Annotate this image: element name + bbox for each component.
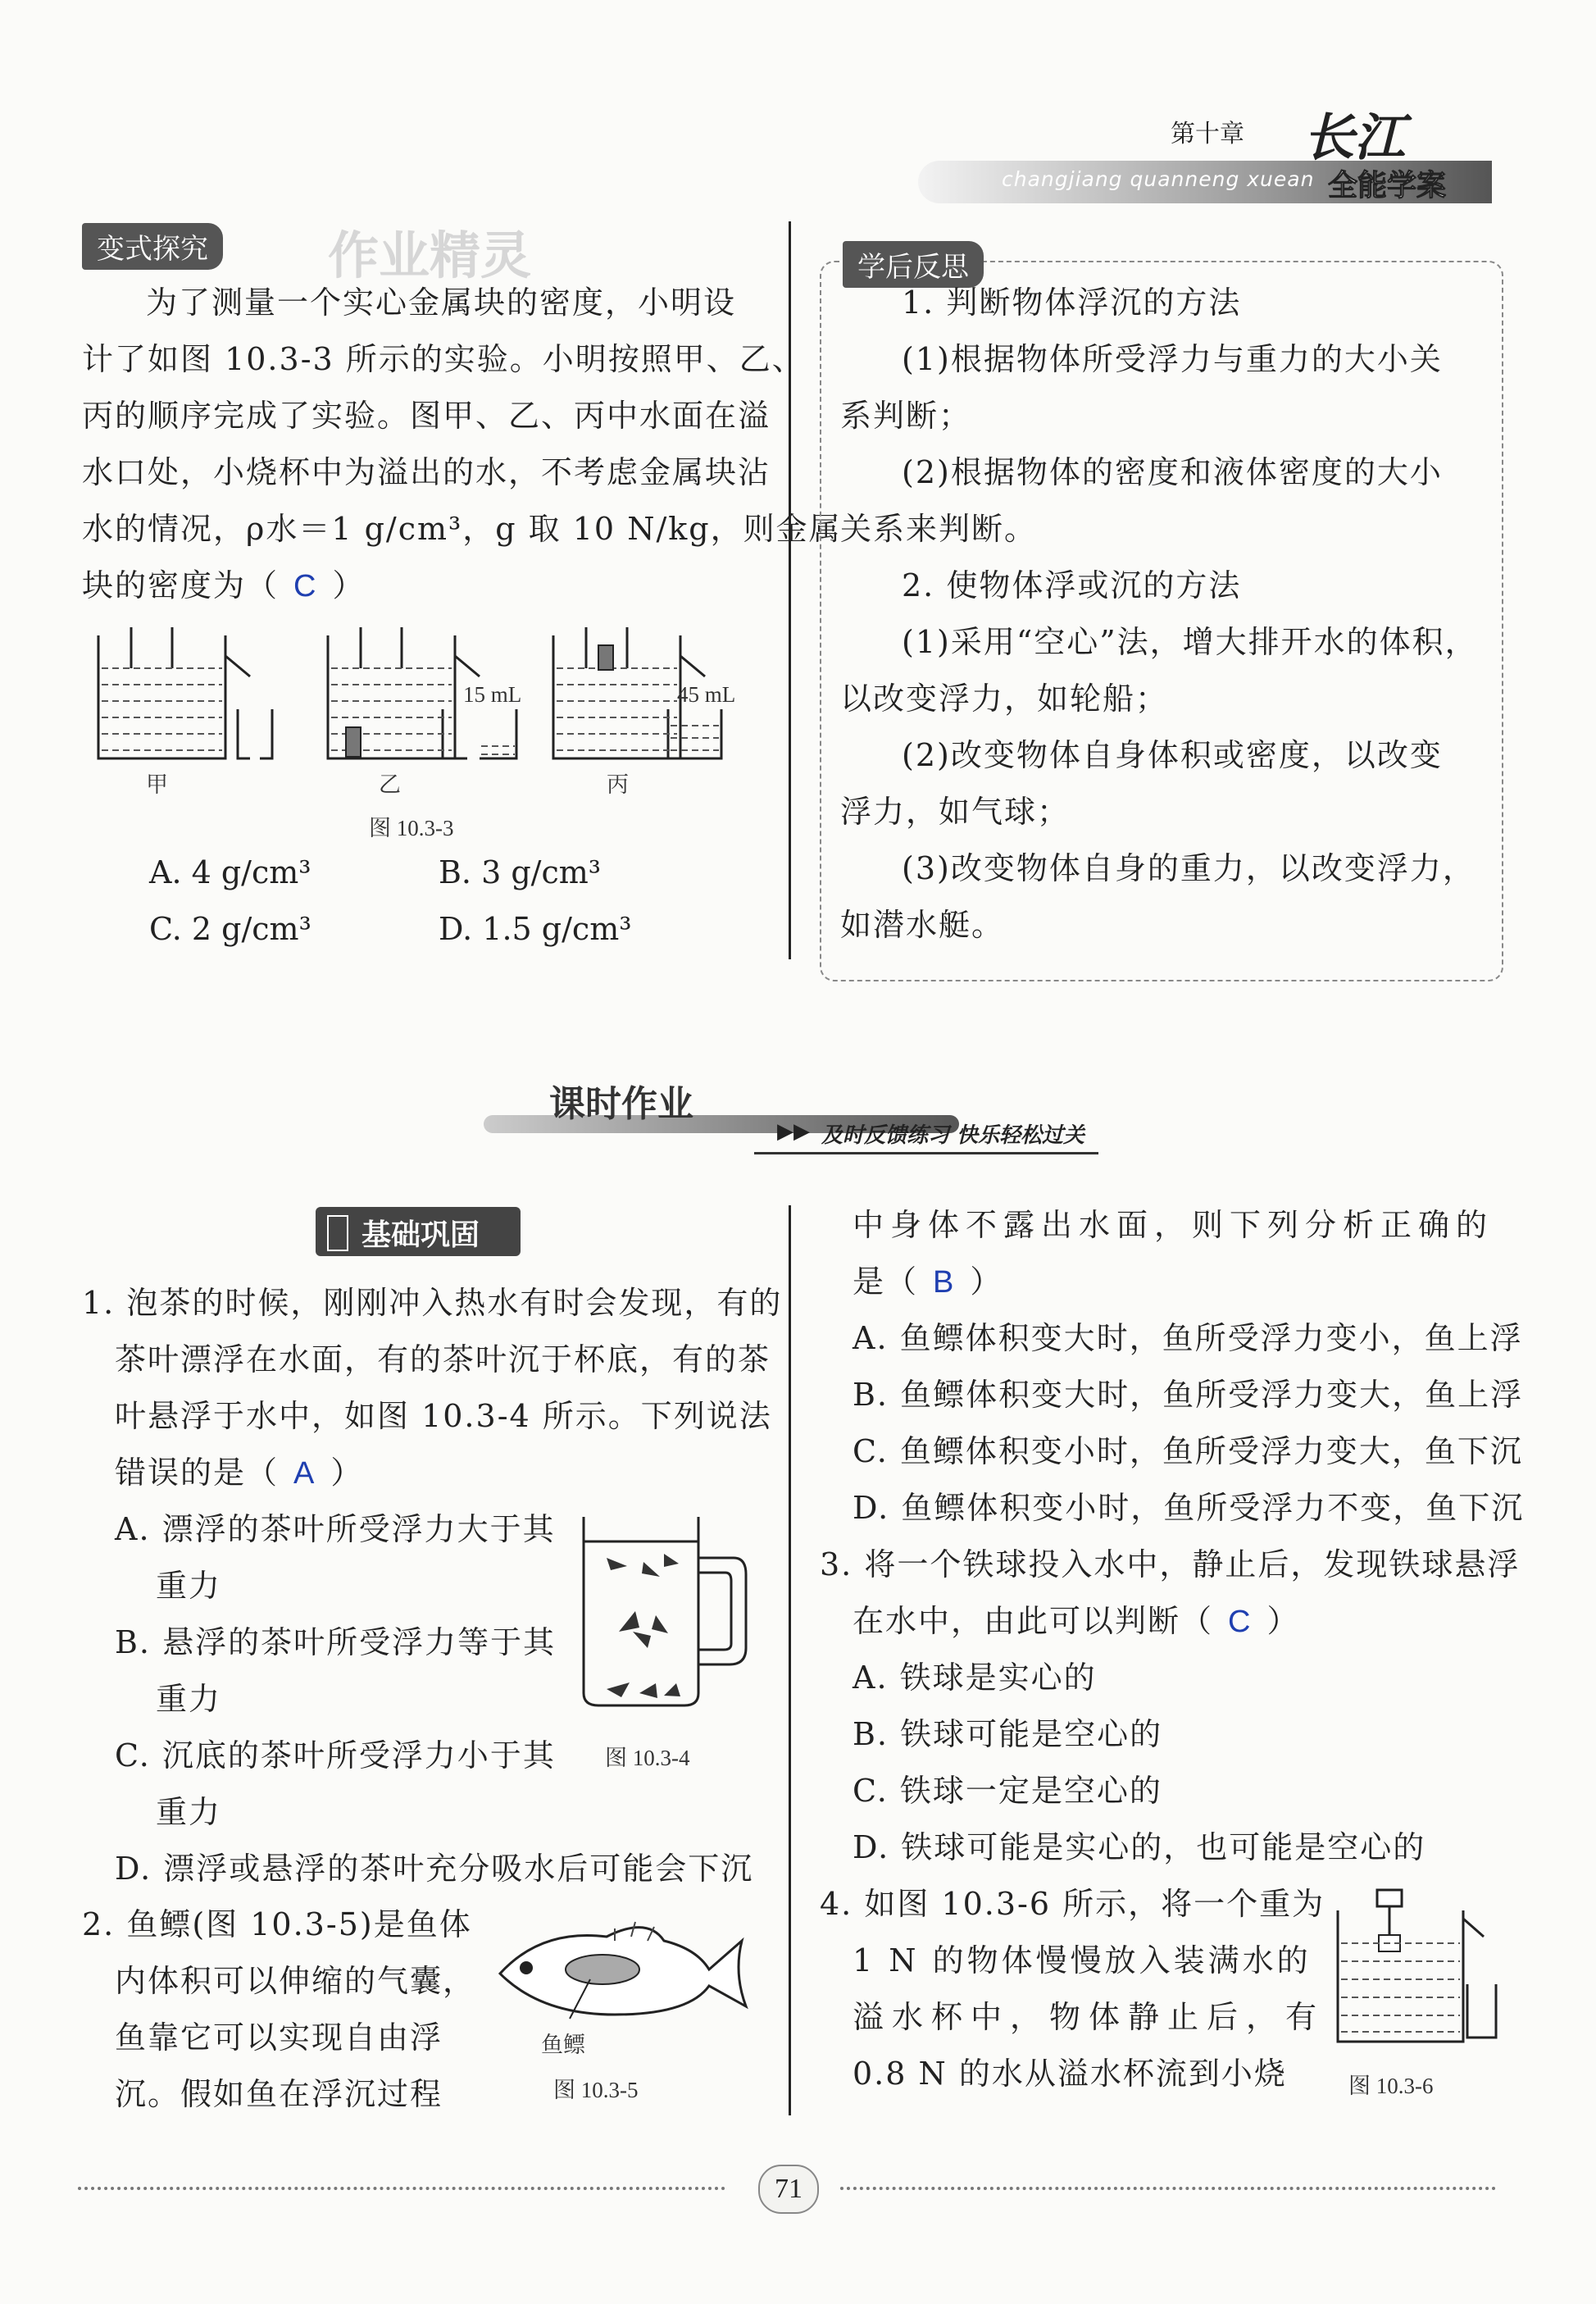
homework-subtitle: 及时反馈练习 快乐轻松过关: [821, 1123, 1085, 1148]
reflection-line-6: 2. 使物体浮或沉的方法: [902, 567, 1242, 603]
q1-option-c-cont: 重力: [156, 1794, 222, 1830]
q3-option-d: D. 铁球可能是实心的，也可能是空心的: [853, 1829, 1426, 1865]
q1-line-1: 1. 泡茶的时候，刚刚冲入热水有时会发现，有的: [82, 1285, 783, 1321]
reflection-tag: 学后反思: [843, 241, 984, 288]
q2-answer: B: [933, 1265, 956, 1300]
brand-top: 长江: [1303, 107, 1406, 167]
q1-option-b-cont: 重力: [156, 1681, 222, 1717]
column-divider-top: [789, 221, 791, 959]
q4-line-4: 0.8 N 的水从溢水杯流到小烧: [853, 2056, 1287, 2092]
q2-line-3: 鱼靠它可以实现自由浮: [115, 2019, 443, 2056]
fig5-caption: 图 10.3-5: [553, 2078, 639, 2102]
footer-rule-right: [840, 2187, 1496, 2190]
reflection-line-12: 如潜水艇。: [840, 907, 1005, 943]
q2-stem: 是（: [853, 1264, 919, 1300]
variant-option-a: A. 4 g/cm³: [149, 854, 311, 890]
reflection-line-9: (2)改变物体自身体积或密度，以改变: [902, 737, 1443, 773]
fig6-caption: 图 10.3-6: [1348, 2074, 1434, 2098]
fig3-label-jia: 甲: [146, 772, 168, 797]
q2-option-b: B. 鱼鳔体积变大时，鱼所受浮力变大，鱼上浮: [853, 1377, 1524, 1413]
q2-line-4: 沉。假如鱼在浮沉过程: [115, 2076, 443, 2112]
watermark: 作业精灵: [328, 225, 532, 285]
q3-stem: 在水中，由此可以判断（: [853, 1603, 1214, 1639]
q3-line-2: [853, 1593, 1299, 1651]
q1-option-a: A. 漂浮的茶叶所受浮力大于其: [115, 1511, 556, 1547]
q2-option-a: A. 鱼鳔体积变大时，鱼所受浮力变小，鱼上浮: [853, 1320, 1523, 1356]
homework-banner: [467, 1058, 1107, 1156]
q1-answer: A: [293, 1456, 316, 1491]
q2-close: ）: [970, 1264, 1003, 1300]
fig3-volume-yi: 15 mL: [463, 682, 522, 707]
q3-option-c: C. 铁球一定是空心的: [853, 1773, 1162, 1809]
variant-line-6: [82, 558, 365, 615]
variant-question-stem: 块的密度为（: [82, 567, 280, 603]
figure-10-3-6-overflow-cup: [1328, 1886, 1500, 2050]
variant-option-b: B. 3 g/cm³: [439, 854, 602, 890]
reflection-line-11: (3)改变物体自身的重力，以改变浮力，: [902, 850, 1476, 886]
variant-tag: 变式探究: [82, 223, 223, 270]
fig3-label-yi: 乙: [379, 772, 401, 797]
chapter-label: 第十章: [1171, 120, 1244, 148]
q2-option-c: C. 鱼鳔体积变小时，鱼所受浮力变大，鱼下沉: [853, 1433, 1523, 1469]
q1-option-a-cont: 重力: [156, 1568, 222, 1604]
variant-line-3: 丙的顺序完成了实验。图甲、乙、丙中水面在溢: [82, 398, 771, 434]
fig4-caption: 图 10.3-4: [605, 1746, 690, 1770]
reflection-line-4: (2)根据物体的密度和液体密度的大小: [902, 454, 1443, 490]
q1-stem: 错误的是（: [115, 1455, 280, 1491]
reflection-line-2: (1)根据物体所受浮力与重力的大小关: [902, 341, 1443, 377]
q1-option-c: C. 沉底的茶叶所受浮力小于其: [115, 1737, 556, 1774]
column-divider-bottom: [789, 1205, 791, 2115]
homework-title: 课时作业: [549, 1083, 693, 1125]
q2-line-2: 内体积可以伸缩的气囊，: [115, 1963, 476, 1999]
q3-option-a: A. 铁球是实心的: [853, 1660, 1097, 1696]
fig3-label-bing: 丙: [607, 772, 629, 797]
figure-10-3-5-fish: [492, 1904, 754, 2035]
fig3-caption: 图 10.3-3: [369, 816, 454, 840]
variant-line-4: 水口处，小烧杯中为溢出的水，不考虑金属块沾: [82, 454, 771, 490]
q3-line-1: 3. 将一个铁球投入水中，静止后，发现铁球悬浮: [820, 1546, 1521, 1582]
reflection-line-3: 系判断；: [840, 398, 972, 434]
q2-option-d: D. 鱼鳔体积变小时，鱼所受浮力不变，鱼下沉: [853, 1490, 1525, 1526]
q1-line-4: [115, 1445, 363, 1502]
q4-line-1: 4. 如图 10.3-6 所示，将一个重为: [820, 1886, 1325, 1922]
section-tag: [316, 1207, 521, 1256]
q1-close: ）: [330, 1455, 364, 1491]
reflection-line-5: 关系来判断。: [840, 511, 1038, 547]
q1-option-d: D. 漂浮或悬浮的茶叶充分吸水后可能会下沉: [115, 1851, 754, 1887]
brand-logo: [1295, 97, 1492, 203]
figure-10-3-3: [82, 627, 754, 799]
variant-option-c: C. 2 g/cm³: [149, 911, 311, 947]
reflection-line-10: 浮力，如气球；: [840, 794, 1071, 830]
q3-option-b: B. 铁球可能是空心的: [853, 1716, 1163, 1752]
q3-close: ）: [1266, 1603, 1300, 1639]
q2-cont-line-2: [853, 1254, 1003, 1311]
reflection-line-1: 1. 判断物体浮沉的方法: [902, 285, 1242, 321]
brand-bottom: 全能学案: [1328, 169, 1447, 203]
notebook-icon: [327, 1215, 348, 1251]
variant-answer: C: [293, 569, 318, 603]
section-title: 基础巩固: [361, 1218, 480, 1252]
variant-close: ）: [332, 567, 366, 603]
q1-option-b: B. 悬浮的茶叶所受浮力等于其: [115, 1624, 557, 1660]
fig3-volume-bing: 45 mL: [677, 682, 736, 707]
variant-option-d: D. 1.5 g/cm³: [439, 911, 632, 947]
variant-line-2: 计了如图 10.3-3 所示的实验。小明按照甲、乙、: [82, 341, 805, 377]
reflection-line-8: 以改变浮力，如轮船；: [840, 681, 1169, 717]
q1-line-2: 茶叶漂浮在水面，有的茶叶沉于杯底，有的茶: [115, 1341, 771, 1377]
figure-10-3-4-tea-cup: [574, 1509, 762, 1714]
q3-answer: C: [1228, 1605, 1253, 1639]
q2-cont-line-1: 中身体不露出水面，则下列分析正确的: [853, 1207, 1494, 1243]
footer-rule-left: [78, 2187, 725, 2190]
play-icon: ▶▶: [777, 1119, 810, 1144]
q4-line-2: 1 N 的物体慢慢放入装满水的: [853, 1942, 1312, 1978]
variant-line-1: 为了测量一个实心金属块的密度，小明设: [146, 285, 737, 321]
homework-underline: [754, 1152, 1098, 1154]
variant-line-5: 水的情况，ρ水＝1 g/cm³，g 取 10 N/kg，则金属: [82, 511, 842, 547]
reflection-line-7: (1)采用“空心”法，增大排开水的体积，: [902, 624, 1478, 660]
page-number: 71: [758, 2165, 819, 2214]
header-pinyin: changjiang quanneng xuean: [1002, 167, 1315, 191]
q1-line-3: 叶悬浮于水中，如图 10.3-4 所示。下列说法: [115, 1398, 772, 1434]
q4-line-3: 溢水杯中，物体静止后，有: [853, 1999, 1325, 2035]
fish-bladder-label: 鱼鳔: [541, 2033, 585, 2057]
q2-line-1: 2. 鱼鳔(图 10.3-5)是鱼体: [82, 1906, 472, 1942]
